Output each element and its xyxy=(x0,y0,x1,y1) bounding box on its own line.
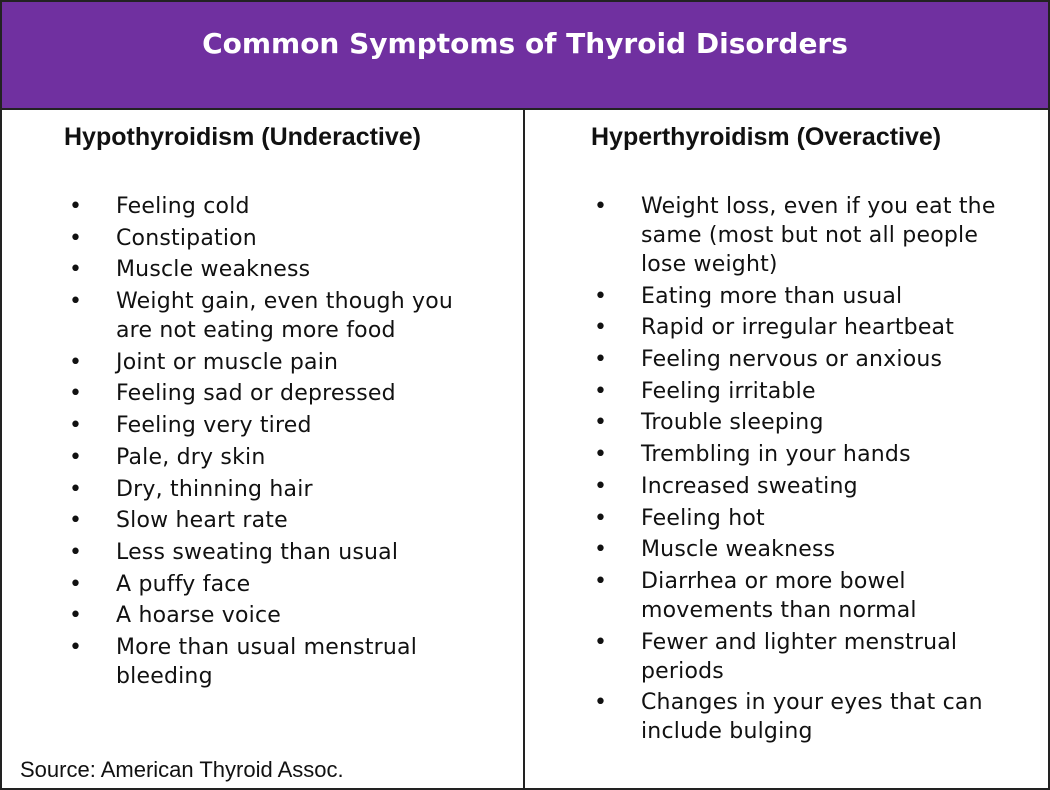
bullet-icon: • xyxy=(69,413,83,439)
bullet-icon: • xyxy=(594,194,608,219)
symptom-text: Rapid or irregular heartbeat xyxy=(641,315,955,341)
bullet-icon: • xyxy=(69,539,83,565)
symptom-text: Feeling very tired xyxy=(116,413,312,439)
bullet-icon: • xyxy=(69,444,83,470)
bullet-icon: • xyxy=(594,568,608,594)
symptom-text: A puffy face xyxy=(116,571,251,597)
bullet-icon: • xyxy=(594,537,608,563)
symptom-text: Trouble sleeping xyxy=(641,410,824,436)
bullet-icon: • xyxy=(69,381,83,407)
bullet-icon: • xyxy=(69,225,83,251)
symptom-text: Muscle weakness xyxy=(641,537,836,563)
symptom-text: Less sweating than usual xyxy=(116,539,399,565)
symptom-text: Muscle weakness xyxy=(116,257,311,283)
page-title: Common Symptoms of Thyroid Disorders xyxy=(202,27,848,60)
source-citation: Source: American Thyroid Assoc. xyxy=(20,757,344,782)
bullet-icon: • xyxy=(594,629,608,655)
symptom-text: Feeling irritable xyxy=(641,378,816,404)
symptom-text: A hoarse voice xyxy=(116,603,281,629)
bullet-icon: • xyxy=(69,349,83,375)
symptom-text: Eating more than usual xyxy=(641,283,903,309)
symptom-text: Dry, thinning hair xyxy=(116,476,313,502)
symptom-text: Feeling cold xyxy=(116,194,250,219)
symptom-text: Joint or muscle pain xyxy=(116,349,339,375)
bullet-icon: • xyxy=(594,378,608,404)
symptom-text: Feeling hot xyxy=(641,505,765,531)
symptom-text: Feeling nervous or anxious xyxy=(641,347,943,373)
bullet-icon: • xyxy=(69,257,83,283)
bullet-icon: • xyxy=(594,473,608,499)
bullet-icon: • xyxy=(594,410,608,436)
symptom-text: Slow heart rate xyxy=(116,508,288,534)
bullet-icon: • xyxy=(594,690,608,716)
symptom-text: Diarrhea or more bowel movements than normal xyxy=(641,568,917,623)
symptom-text: Feeling sad or depressed xyxy=(116,381,396,407)
symptom-text: Changes in your eyes that can include bulging xyxy=(641,690,983,745)
bullet-icon: • xyxy=(69,508,83,534)
bullet-icon: • xyxy=(594,505,608,531)
bullet-icon: • xyxy=(69,603,83,629)
bullet-icon: • xyxy=(69,634,83,660)
bullet-icon: • xyxy=(594,283,608,309)
bullet-icon: • xyxy=(594,315,608,341)
symptom-text: Increased sweating xyxy=(641,473,858,499)
bullet-icon: • xyxy=(69,476,83,502)
bullet-icon: • xyxy=(69,571,83,597)
bullet-icon: • xyxy=(69,194,83,219)
symptom-text: Weight loss, even if you eat the same (most but not all people lose weight) xyxy=(641,194,996,277)
symptom-text: Constipation xyxy=(116,225,257,251)
hyperthyroidism-heading: Hyperthyroidism (Overactive) xyxy=(591,123,942,151)
symptom-text: Trembling in your hands xyxy=(641,442,911,468)
bullet-icon: • xyxy=(594,347,608,373)
hypothyroidism-heading: Hypothyroidism (Underactive) xyxy=(64,123,422,151)
bullet-icon: • xyxy=(594,442,608,468)
symptom-text: Pale, dry skin xyxy=(116,444,266,470)
symptom-text: Fewer and lighter menstrual periods xyxy=(641,629,958,684)
bullet-icon: • xyxy=(69,289,83,315)
symptom-text: Weight gain, even though you are not eating more food xyxy=(116,289,454,344)
symptom-text: More than usual menstrual bleeding xyxy=(116,634,418,689)
